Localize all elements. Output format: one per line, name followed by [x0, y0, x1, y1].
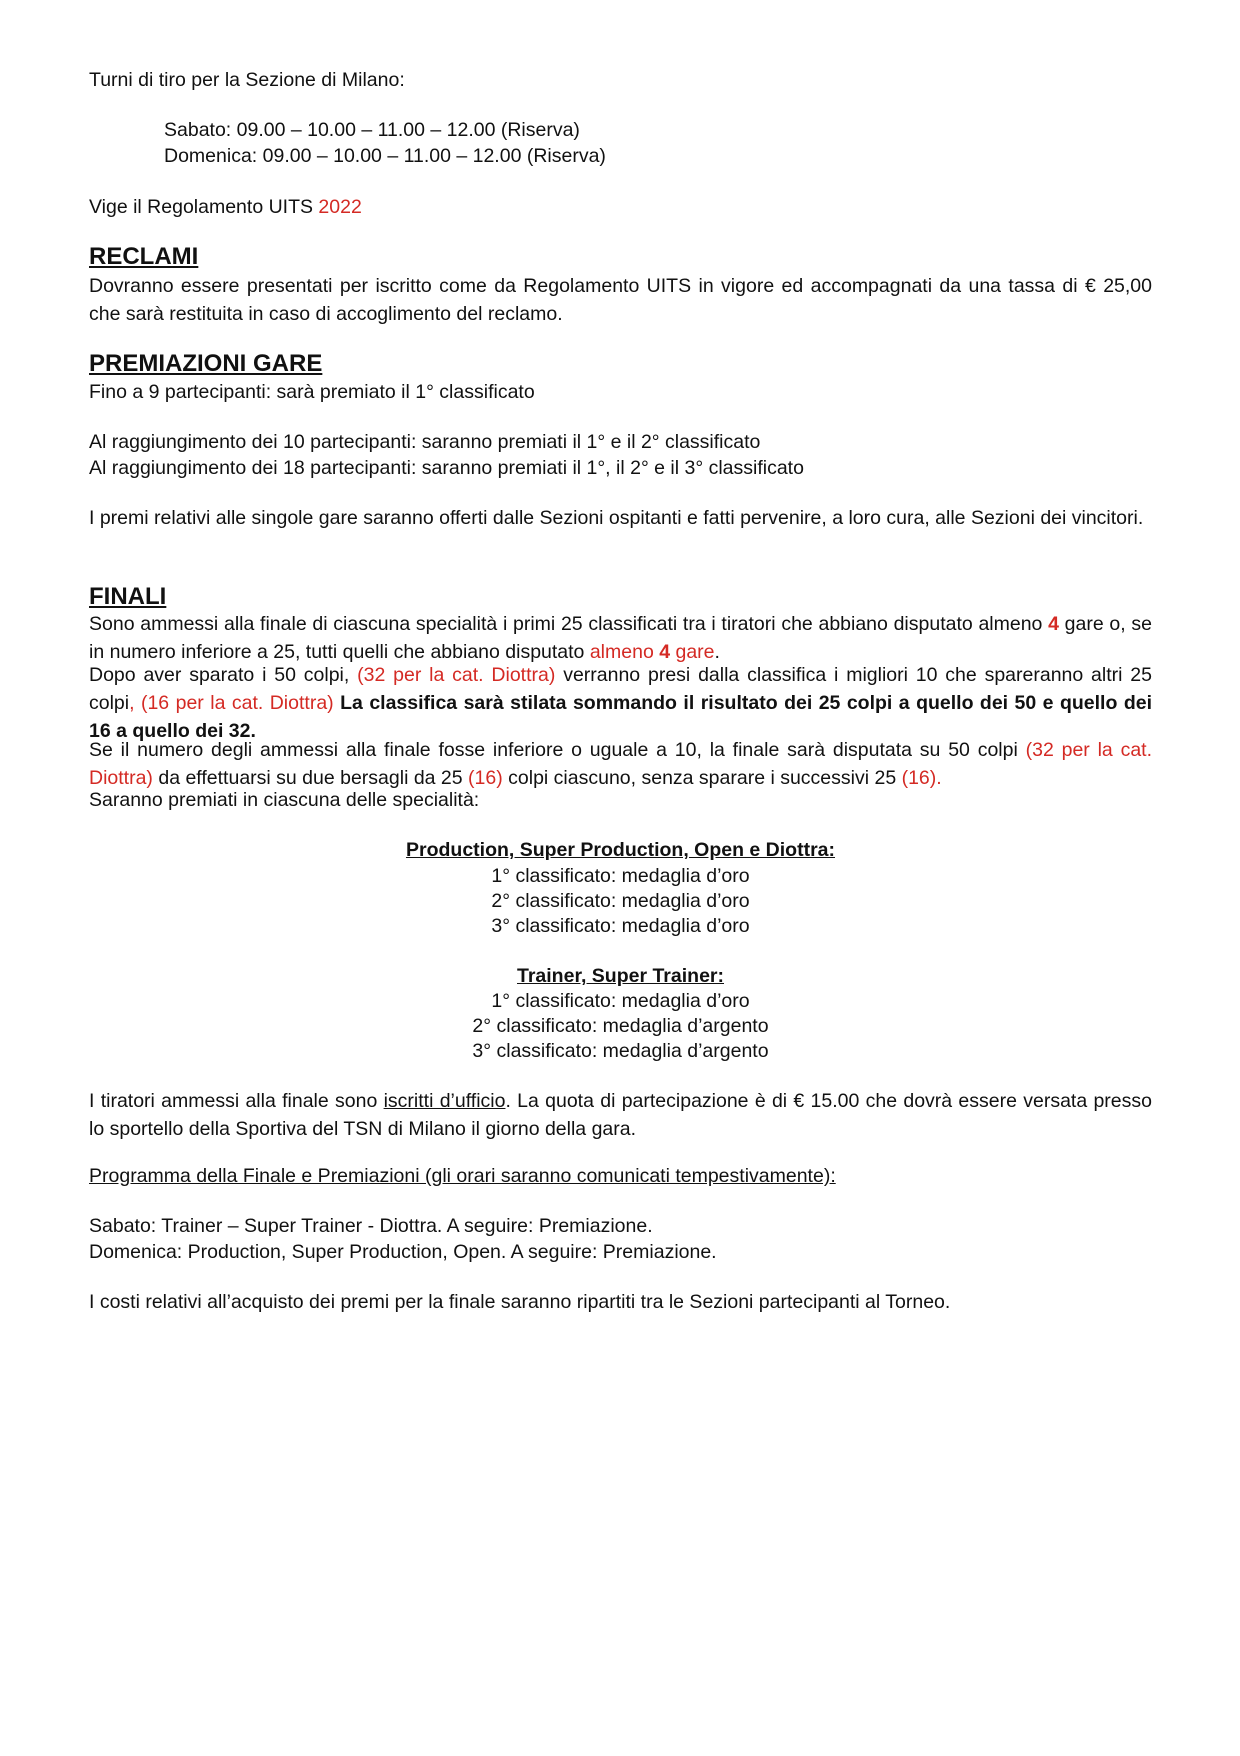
regolamento-text: Vige il Regolamento UITS: [89, 196, 319, 218]
costi-paragraph: I costi relativi all’acquisto dei premi per la finale saranno ripartiti tra le Sezioni partecipanti al Torneo.: [89, 1291, 951, 1313]
finali-p1-almeno: almeno: [589, 641, 660, 663]
finali-paragraph-2: [89, 661, 1152, 745]
premiazioni-line2: Al raggiungimento dei 10 partecipanti: saranno premiati il 1° e il 2° classificato: [89, 431, 761, 453]
turni-domenica: Domenica: 09.00 – 10.00 – 11.00 – 12.00 (Riserva): [164, 145, 606, 167]
finali-p2-diottra: (32 per la cat. Diottra): [357, 664, 556, 686]
reclami-heading: RECLAMI: [89, 243, 199, 270]
finali-p3-text-3: colpi ciascuno, senza sparare i successivi 25: [502, 767, 902, 789]
awards-group1-item-1: 1° classificato: medaglia d’oro: [491, 865, 750, 887]
awards-group2-item-3: 3° classificato: medaglia d’argento: [472, 1040, 769, 1062]
finali-p3-sixteen: (16): [468, 767, 503, 789]
premiazioni-line4: I premi relativi alle singole gare saranno offerti dalle Sezioni ospitanti e fatti pervenire, a loro cura, alle Sezioni dei vincitori.: [89, 507, 1144, 529]
finali-p3-text: Se il numero degli ammessi alla finale fosse inferiore o uguale a 10, la finale sarà disputata su 50 colpi: [89, 739, 1026, 761]
reclami-text: Dovranno essere presentati per iscritto come da Regolamento UITS in vigore ed accompagnati da una tassa di € 25,00 che sarà restituita in caso di accoglimento del reclamo.: [89, 275, 1152, 325]
finali-p3-sixteen-2: (16).: [901, 767, 942, 789]
regolamento-year: 2022: [318, 196, 362, 218]
awards-group1-item-2: 2° classificato: medaglia d’oro: [491, 890, 750, 912]
programma-domenica: Domenica: Production, Super Production, Open. A seguire: Premiazione.: [89, 1241, 717, 1263]
regolamento-line: [89, 193, 1152, 221]
iscrizione-text: I tiratori ammessi alla finale sono: [89, 1090, 384, 1112]
awards-group1-title: Production, Super Production, Open e Diottra:: [405, 839, 835, 861]
finali-p2-text-2: verranno presi dalla classifica i migliori 10 che spareranno altri 25 colpi: [89, 664, 1153, 714]
finali-p1-text: Sono ammessi alla finale di ciascuna specialità i primi 25 classificati tra i tiratori che abbiano disputato almeno: [89, 613, 1049, 635]
finali-p3-diottra: (32 per la cat. Diottra): [89, 739, 1153, 789]
finali-paragraph-4: Saranno premiati in ciascuna delle specialità:: [89, 789, 480, 811]
iscrizione-text-2: . La quota di partecipazione è di € 15.00 che dovrà essere versata presso lo sportello della Sportiva del TSN di Milano il giorno della gara.: [89, 1090, 1152, 1140]
finali-p1-number: 4: [1048, 613, 1059, 635]
finali-p2-diottra-2: , (16 per la cat. Diottra): [129, 692, 334, 714]
finali-p2-text: Dopo aver sparato i 50 colpi,: [89, 664, 358, 686]
awards-group2-item-1: 1° classificato: medaglia d’oro: [491, 990, 750, 1012]
finali-paragraph-1: [89, 610, 1152, 666]
finali-p1-period: .: [714, 641, 720, 663]
iscrizione-paragraph: [89, 1087, 1152, 1143]
finali-p1-text-2: gare o, se in numero inferiore a 25, tutti quelli che abbiano disputato: [89, 613, 1152, 663]
awards-group2-title: Trainer, Super Trainer:: [517, 965, 724, 987]
awards-group2-item-2: 2° classificato: medaglia d’argento: [472, 1015, 769, 1037]
iscrizione-underlined: iscritti d’ufficio: [383, 1090, 506, 1112]
finali-p3-text-2: da effettuarsi su due bersagli da 25: [152, 767, 469, 789]
turni-intro: Turni di tiro per la Sezione di Milano:: [89, 69, 405, 91]
turni-sabato: Sabato: 09.00 – 10.00 – 11.00 – 12.00 (Riserva): [164, 119, 580, 141]
premiazioni-heading: PREMIAZIONI GARE: [89, 350, 323, 377]
finali-heading: FINALI: [89, 583, 167, 610]
programma-title: Programma della Finale e Premiazioni (gli orari saranno comunicati tempestivamente):: [89, 1165, 836, 1187]
finali-p2-bold: La classifica sarà stilata sommando il risultato dei 25 colpi a quello dei 50 e quello dei 16 a quello dei 32.: [89, 692, 1153, 742]
awards-group1-item-3: 3° classificato: medaglia d’oro: [491, 915, 750, 937]
finali-p1-number-2: 4: [659, 641, 671, 663]
finali-paragraph-3: [89, 736, 1152, 792]
finali-p1-gare: gare: [670, 641, 715, 663]
premiazioni-line3: Al raggiungimento dei 18 partecipanti: saranno premiati il 1°, il 2° e il 3° classificato: [89, 457, 804, 479]
premiazioni-line1: Fino a 9 partecipanti: sarà premiato il 1° classificato: [89, 381, 535, 403]
programma-sabato: Sabato: Trainer – Super Trainer - Diottra. A seguire: Premiazione.: [89, 1215, 653, 1237]
